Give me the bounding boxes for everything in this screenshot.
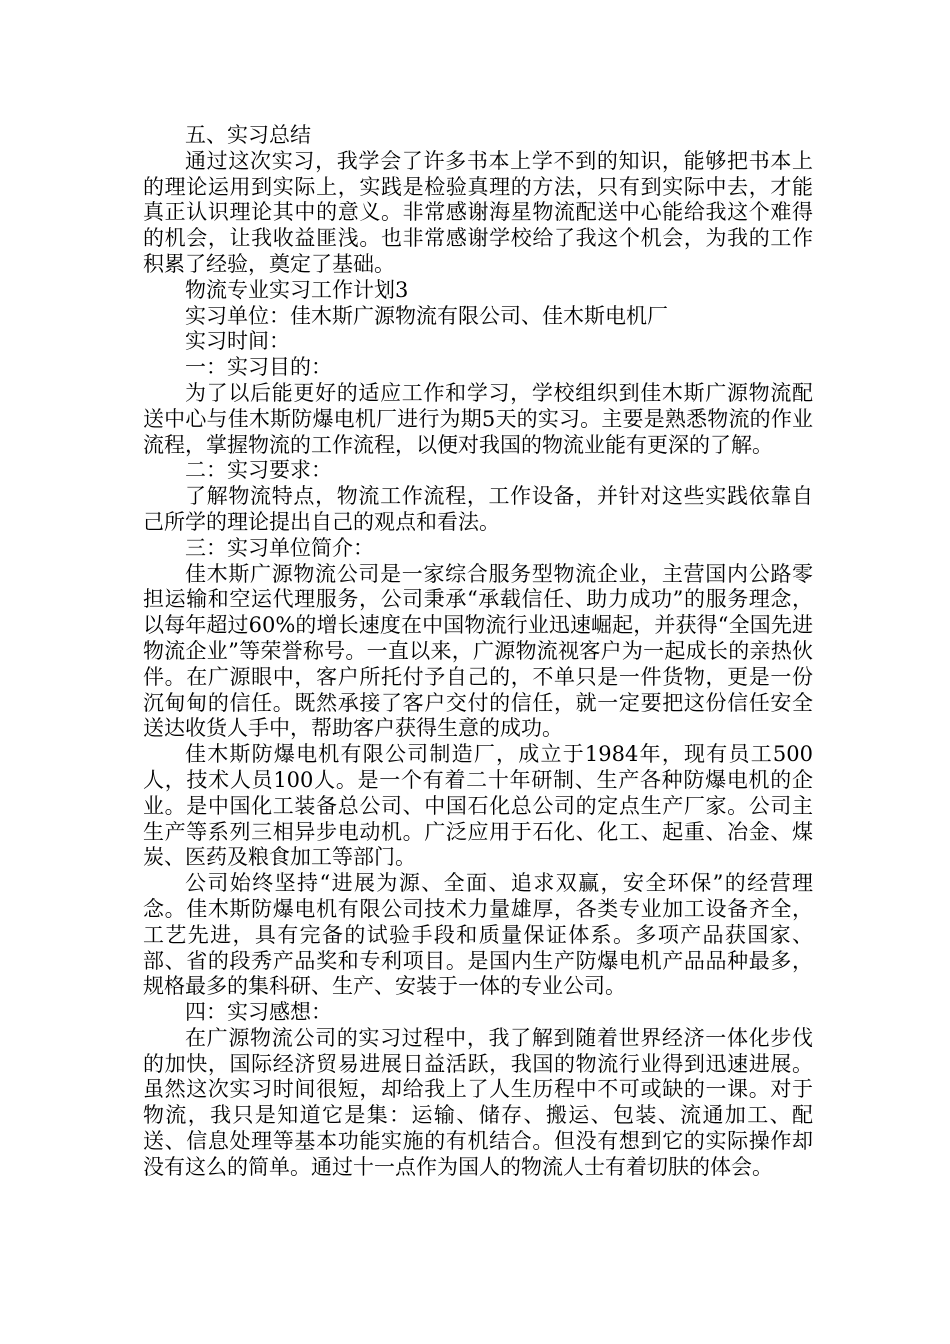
paragraph-summary: 通过这次实习，我学会了许多书本上学不到的知识，能够把书本上的理论运用到实际上，实践是检验真理的方法，只有到实际中去，才能真正认识理论其中的意义。非常感谢海星物流配送中心能给我这个难得的机会，让我收益匪浅。也非常感谢学校给了我这个机会，为我的工作积累了经验，奠定了基础。 — [143, 148, 813, 276]
paragraph-guangyuan-intro: 佳木斯广源物流公司是一家综合服务型物流企业，主营国内公路零担运输和空运代理服务，公司秉承“承载信任、助力成功”的服务理念，以每年超过60%的增长速度在中国物流行业迅速崛起，并获得“全国先进物流企业”等荣誉称号。一直以来，广源物流视客户为一起成长的亲热伙伴。在广源眼中，客户所托付予自己的，不单只是一件货物，更是一份沉甸甸的信任。既然承接了客户交付的信任，就一定要把这份信任安全送达收货人手中，帮助客户获得生意的成功。 — [143, 561, 813, 741]
document-body — [143, 123, 813, 1181]
section-heading-summary: 五、实习总结 — [185, 123, 311, 147]
paragraph-motor-factory-intro: 佳木斯防爆电机有限公司制造厂，成立于1984年，现有员工500人，技术人员100人。是一个有着二十年研制、生产各种防爆电机的企业。是中国化工装备总公司、中国石化总公司的定点生产厂家。公司主生产等系列三相异步电动机。广泛应用于石化、化工、起重、冶金、煤炭、医药及粮食加工等部门。 — [143, 742, 813, 870]
section-heading-requirements: 二：实习要求： — [185, 458, 332, 483]
paragraph-company-philosophy: 公司始终坚持“进展为源、全面、追求双赢，安全环保”的经营理念。佳木斯防爆电机有限公司技术力量雄厚，各类专业加工设备齐全，工艺先进，具有完备的试验手段和质量保证体系。多项产品获国家、部、省的段秀产品奖和专利项目。是国内生产防爆电机产品品种最多，规格最多的集科研、生产、安装于一体的专业公司。 — [143, 871, 813, 999]
paragraph-reflections: 在广源物流公司的实习过程中，我了解到随着世界经济一体化步伐的加快，国际经济贸易进展日益活跃，我国的物流行业得到迅速进展。虽然这次实习时间很短，却给我上了人生历程中不可或缺的一课。对于物流，我只是知道它是集：运输、储存、搬运、包装、流通加工、配送、信息处理等基本功能实施的有机结合。但没有想到它的实际操作却没有这么的简单。通过十一点作为国人的物流人士有着切肤的体会。 — [143, 1025, 813, 1179]
paragraph-requirements: 了解物流特点，物流工作流程，工作设备，并针对这些实践依靠自己所学的理论提出自己的观点和看法。 — [143, 484, 813, 534]
paragraph-purpose: 为了以后能更好的适应工作和学习，学校组织到佳木斯广源物流配送中心与佳木斯防爆电机厂进行为期5天的实习。主要是熟悉物流的作业流程，掌握物流的工作流程，以便对我国的物流业能有更深的了解。 — [143, 380, 813, 457]
section-heading-reflections: 四：实习感想： — [185, 1000, 332, 1025]
section-heading-unit-intro: 三：实习单位简介： — [185, 535, 374, 560]
internship-time-line: 实习时间： — [185, 329, 290, 354]
section-heading-purpose: 一：实习目的： — [185, 355, 332, 380]
internship-unit-line: 实习单位：佳木斯广源物流有限公司、佳木斯电机厂 — [185, 303, 668, 328]
document-title: 物流专业实习工作计划3 — [185, 277, 409, 302]
